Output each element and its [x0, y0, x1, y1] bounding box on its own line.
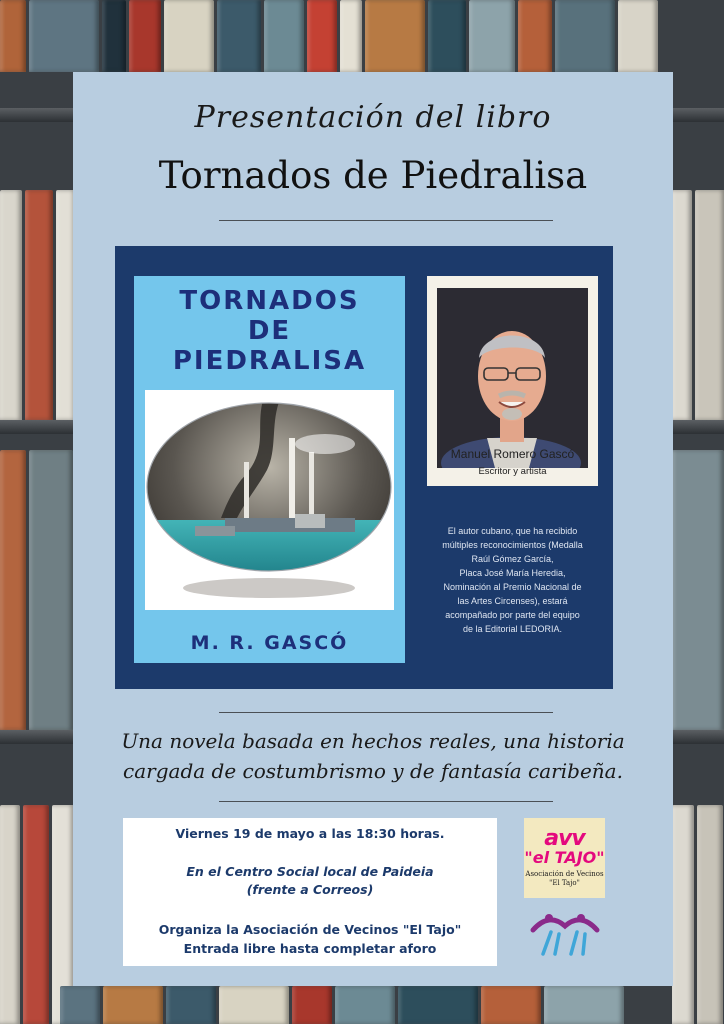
pre-title: Presentación del libro: [194, 100, 552, 135]
paideia-logo-icon: [529, 908, 601, 958]
feature-panel: [115, 246, 613, 689]
avv-el-tajo-logo: [524, 818, 605, 898]
author-card: [427, 276, 598, 486]
event-venue: En el Centro Social local de Paideia: [186, 864, 434, 879]
event-organizer: Organiza la Asociación de Vecinos "El Tajo": [158, 922, 462, 937]
bio-line: El autor cubano, que ha recibido: [447, 526, 578, 536]
logo-caption-line: Asociación de Vecinos: [525, 870, 604, 878]
logo-avv-text: avv: [544, 826, 585, 851]
poster: [73, 72, 673, 986]
bio-line: Nominación al Premio Nacional de: [443, 582, 582, 592]
bio-line: acompañado por parte del equipo: [445, 610, 580, 620]
bio-line: las Artes Circenses), estará: [457, 596, 568, 606]
event-entry: Entrada libre hasta completar aforo: [183, 941, 437, 956]
event-info-box: [123, 818, 497, 966]
cover-author: M. R. GASCÓ: [190, 632, 349, 654]
tagline-line: Una novela basada en hechos reales, una historia: [121, 729, 625, 753]
tagline: [73, 726, 673, 786]
divider: [219, 220, 553, 221]
author-role: Escritor y artista: [478, 466, 547, 477]
author-name: Manuel Romero Gascó: [450, 447, 575, 461]
cover-illustration: [145, 390, 394, 610]
bio-line: múltiples reconocimientos (Medalla: [442, 540, 583, 550]
divider: [219, 712, 553, 713]
book-row: [60, 986, 724, 1024]
event-venue-note: (frente a Correos): [246, 882, 374, 897]
author-photo: [437, 288, 588, 468]
book-row: [672, 450, 724, 730]
logo-caption-line: "El Tajo": [549, 879, 580, 887]
cover-title-line: TORNADOS: [179, 286, 360, 316]
book-row: [672, 190, 724, 420]
logo-caption: [524, 870, 605, 888]
book-row: [0, 0, 724, 72]
bio-line: Raúl Gómez García,: [471, 554, 554, 564]
cover-title-line: DE: [247, 316, 292, 346]
event-date: Viernes 19 de mayo a las 18:30 horas.: [175, 826, 445, 841]
bio-line: Placa José María Heredia,: [459, 568, 566, 578]
logo-tajo-text: "el TAJO": [524, 848, 605, 867]
author-bio: [420, 524, 605, 636]
tagline-line: cargada de costumbrismo y de fantasía caribeña.: [123, 759, 623, 783]
book-cover: [134, 276, 405, 663]
divider: [219, 801, 553, 802]
cover-title-line: PIEDRALISA: [172, 346, 367, 376]
book-title: Tornados de Piedralisa: [158, 154, 588, 197]
bio-line: de la Editorial LEDORIA.: [462, 624, 563, 634]
